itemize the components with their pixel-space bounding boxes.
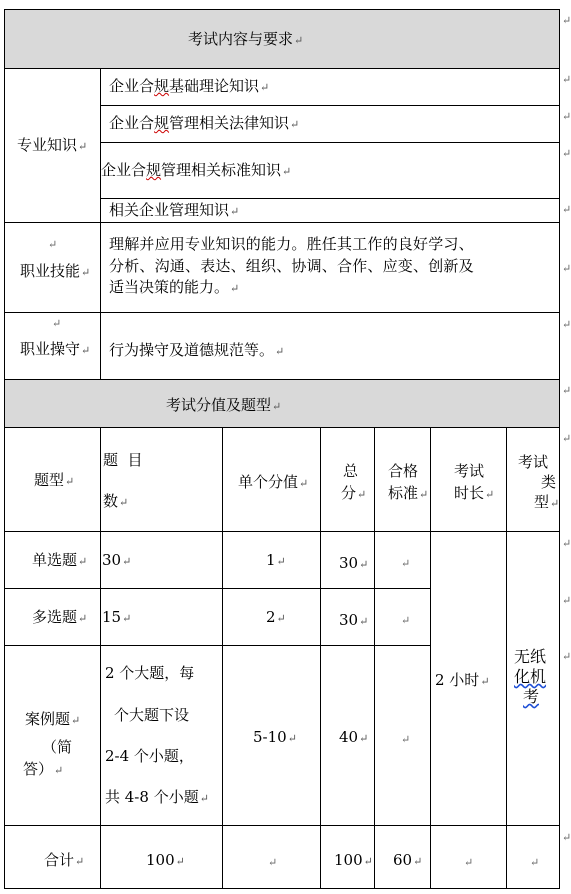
sum-pass: 60↵ bbox=[393, 851, 423, 869]
row3-count-4: 共 4-8 个小题↵ bbox=[105, 788, 209, 806]
row3-type-1: 案例题↵ bbox=[25, 710, 81, 728]
row2-count: 15↵ bbox=[102, 608, 132, 626]
sum-count: 100↵ bbox=[146, 851, 185, 869]
jineng-line-3: 适当决策的能力。↵ bbox=[109, 278, 240, 296]
row1-unit: 1↵ bbox=[266, 551, 286, 569]
row2-total: 30↵ bbox=[339, 611, 369, 629]
col-header-pass-2: 标准↵ bbox=[388, 484, 429, 502]
row3-total: 40↵ bbox=[339, 728, 369, 746]
jineng-line-1: 理解并应用专业知识的能力。胜任其工作的良好学习、 bbox=[109, 235, 474, 253]
sum-total: 100↵ bbox=[334, 851, 373, 869]
row3-type-cell bbox=[4, 645, 101, 826]
row3-count-1: 2 个大题，每 bbox=[105, 664, 195, 682]
jineng-line-2: 分析、沟通、表达、组织、协调、合作、应变、创新及 bbox=[109, 257, 474, 275]
duration-value: 2 小时↵ bbox=[435, 671, 490, 689]
col-header-count-1: 题 目 bbox=[103, 451, 143, 469]
mode-value-2: 化机 bbox=[514, 667, 547, 686]
col-header-mode-1: 考试 bbox=[518, 453, 549, 471]
row3-type-3: 答）↵ bbox=[23, 760, 64, 778]
section2-header bbox=[4, 379, 560, 428]
row1-total: 30↵ bbox=[339, 554, 369, 572]
row2-type: 多选题↵ bbox=[32, 608, 88, 626]
row3-unit: 5-10↵ bbox=[253, 728, 297, 746]
section2-title: 考试分值及题型↵ bbox=[166, 396, 282, 414]
col-header-type-label: 题型↵ bbox=[34, 471, 75, 489]
zhuanye-item-2: 企业合规管理相关法律知识↵ bbox=[109, 114, 300, 132]
col-header-mode-2: 类 bbox=[541, 473, 557, 491]
col-header-unit-label: 单个分值↵ bbox=[238, 473, 309, 491]
row3-count-3: 2-4 个小题， bbox=[105, 747, 194, 765]
row1-count: 30↵ bbox=[102, 551, 132, 569]
zhuanye-label: 专业知识↵ bbox=[17, 136, 88, 154]
zhuanye-item-1: 企业合规基础理论知识↵ bbox=[109, 77, 270, 95]
mode-value-1: 无纸 bbox=[514, 647, 547, 666]
row3-count-2: 个大题下设 bbox=[114, 706, 190, 724]
row2-unit: 2↵ bbox=[266, 608, 286, 626]
section1-title: 考试内容与要求↵ bbox=[188, 30, 304, 48]
col-header-pass-1: 合格 bbox=[388, 462, 419, 480]
col-header-total-2: 分↵ bbox=[341, 484, 367, 502]
col-header-duration-2: 时长↵ bbox=[454, 484, 495, 502]
col-header-duration-1: 考试 bbox=[454, 462, 485, 480]
caoshou-label: 职业操守↵ bbox=[20, 340, 91, 358]
col-header-count-2: 数↵ bbox=[103, 492, 129, 510]
jineng-label: 职业技能↵ bbox=[20, 262, 91, 280]
zhuanye-item-4: 相关企业管理知识↵ bbox=[109, 201, 240, 219]
mode-value-3: 考 bbox=[523, 687, 540, 706]
col-header-total-1: 总 bbox=[343, 462, 359, 480]
zhuanye-item-3: 企业合规管理相关标准知识↵ bbox=[101, 161, 292, 179]
col-header-mode-3: 型↵ bbox=[534, 493, 560, 511]
row1-type: 单选题↵ bbox=[32, 551, 88, 569]
col-header-count bbox=[100, 427, 223, 532]
sum-label: 合计↵ bbox=[44, 851, 85, 869]
exam-requirements-document: 考试内容与要求↵ 专业知识↵ 企业合规基础理论知识↵ 企业合规管理相关法律知识↵ 企业合规管理相关标准知识↵ 相关企业管理知识↵ ↵ 职业技能↵ 理解并应用专业知识的能力。胜任其工作的良好学习、 分析、沟通、表达、组织、协调、合作、应变、创新及 适当决策的能力。↵ ↵ 职业操守↵ 行为操守及道德规范等。↵ 考试分值及题型↵ 题型↵ 题 目 数↵ 单个分值↵ 总 分↵ 合格 标准↵ 考试 时长↵ 考试 类 型↵ 单选题↵ 30↵ 1↵ 30↵ ↵ 多选题↵ 15↵ 2↵ 30↵ ↵ 案例题↵ （简 答）↵ 2 个大题，每 个大题下设 2-4 个小题， 共 4-8 个小题↵ 5-10↵ 40↵ ↵ 2 小时↵ 无纸 化机 考 合计↵ 100↵ ↵ 100↵ 60↵ ↵ ↵ ↵ ↵ ↵ ↵ ↵ ↵ ↵ ↵ ↵ ↵ ↵ ↵ ↵ bbox=[0, 0, 570, 894]
row3-type-2: （简 bbox=[42, 738, 73, 756]
caoshou-text: 行为操守及道德规范等。↵ bbox=[109, 341, 285, 359]
